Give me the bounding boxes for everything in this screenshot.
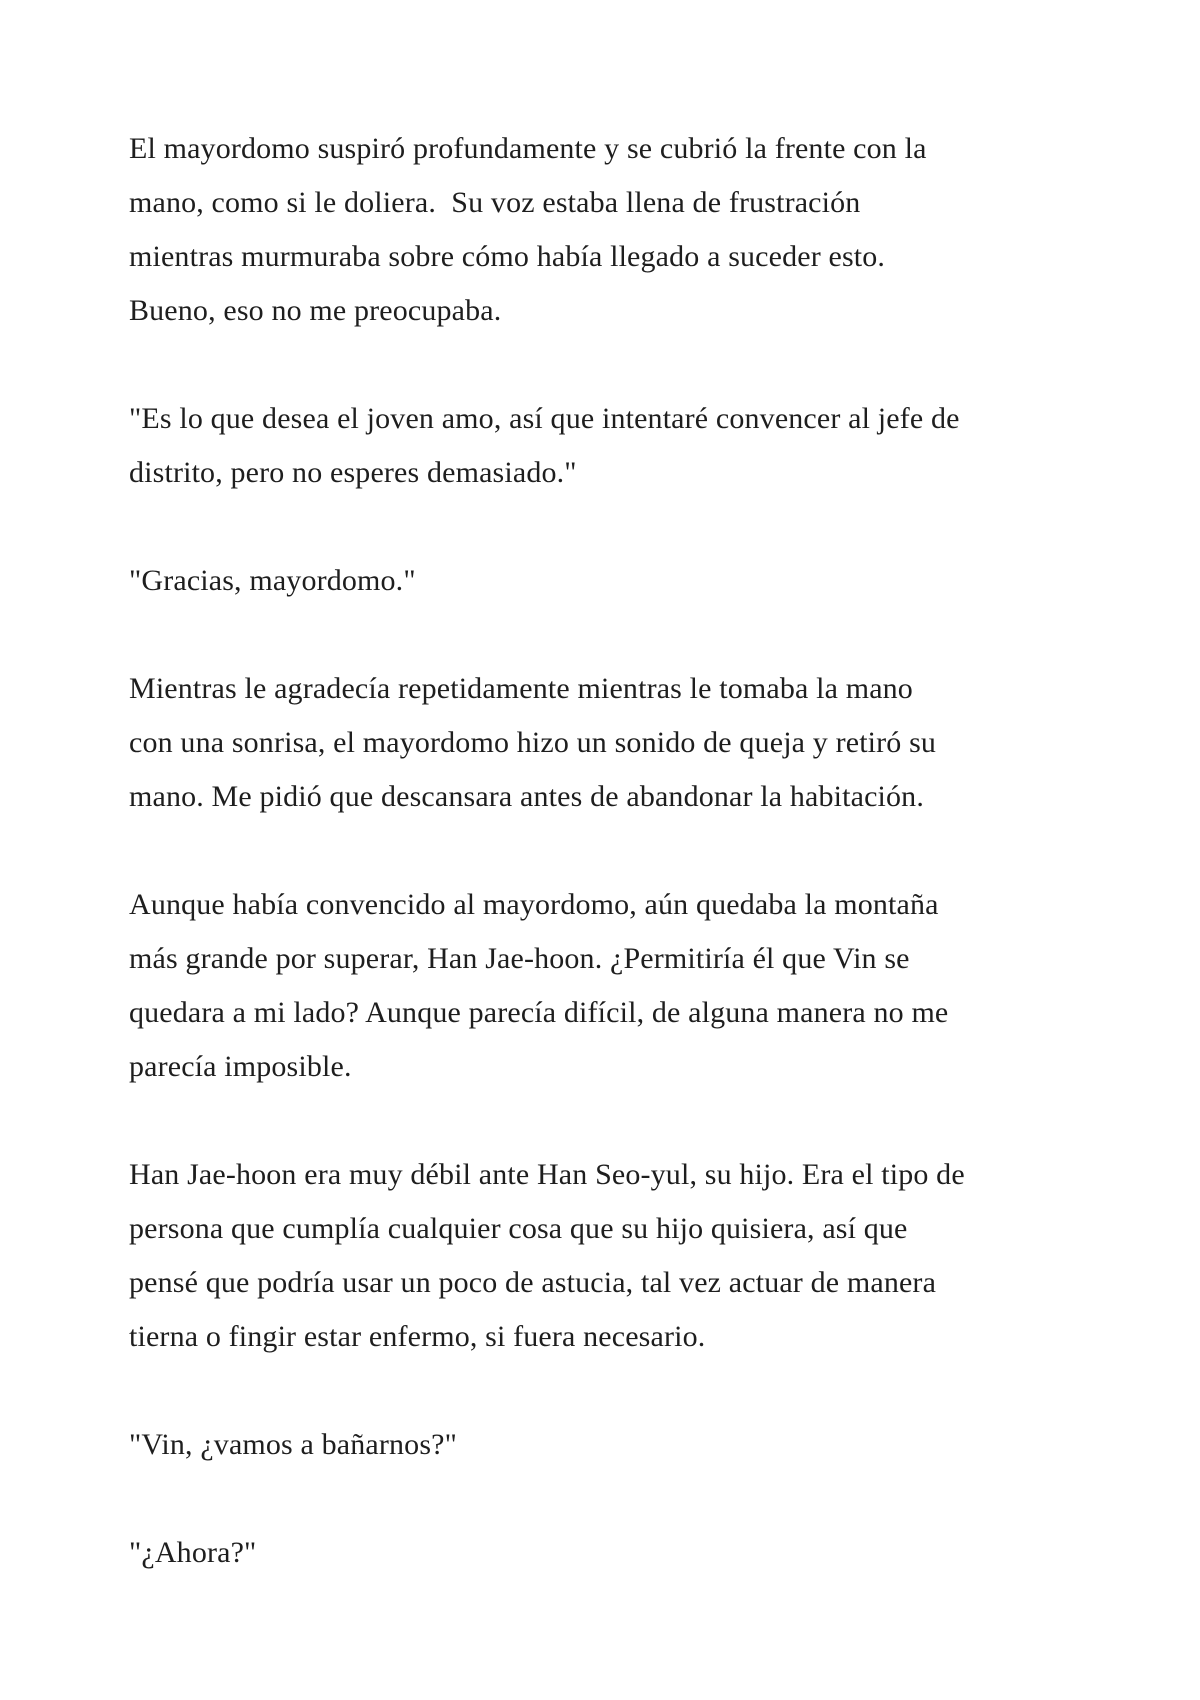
paragraph <box>129 1418 1089 1472</box>
text-line: con una sonrisa, el mayordomo hizo un sonido de queja y retiró su <box>129 726 937 759</box>
text-line: "¿Ahora?" <box>129 1536 257 1569</box>
text-line: "Gracias, mayordomo." <box>129 564 416 597</box>
paragraph <box>129 1148 1089 1364</box>
paragraph <box>129 662 1089 824</box>
text-line: mientras murmuraba sobre cómo había llegado a suceder esto. <box>129 240 886 273</box>
paragraph <box>129 392 1089 500</box>
text-line: persona que cumplía cualquier cosa que su hijo quisiera, así que <box>129 1212 908 1245</box>
text-line: mano. Me pidió que descansara antes de abandonar la habitación. <box>129 780 924 813</box>
text-line: parecía imposible. <box>129 1050 352 1083</box>
text-line: pensé que podría usar un poco de astucia, tal vez actuar de manera <box>129 1266 937 1299</box>
document-body <box>129 122 1089 1634</box>
text-line: más grande por superar, Han Jae-hoon. ¿Permitiría él que Vin se <box>129 942 910 975</box>
paragraph <box>129 554 1089 608</box>
paragraph <box>129 878 1089 1094</box>
text-line: distrito, pero no esperes demasiado." <box>129 456 577 489</box>
text-line: "Es lo que desea el joven amo, así que intentaré convencer al jefe de <box>129 402 960 435</box>
text-line: El mayordomo suspiró profundamente y se cubrió la frente con la <box>129 132 927 165</box>
text-line: "Vin, ¿vamos a bañarnos?" <box>129 1428 458 1461</box>
text-line: tierna o fingir estar enfermo, si fuera necesario. <box>129 1320 706 1353</box>
text-line: mano, como si le doliera. Su voz estaba llena de frustración <box>129 186 861 219</box>
text-line: quedara a mi lado? Aunque parecía difícil, de alguna manera no me <box>129 996 949 1029</box>
paragraph <box>129 122 1089 338</box>
text-line: Mientras le agradecía repetidamente mientras le tomaba la mano <box>129 672 913 705</box>
text-line: Bueno, eso no me preocupaba. <box>129 294 502 327</box>
text-line: Aunque había convencido al mayordomo, aún quedaba la montaña <box>129 888 939 921</box>
paragraph <box>129 1526 1089 1580</box>
text-line: Han Jae-hoon era muy débil ante Han Seo-yul, su hijo. Era el tipo de <box>129 1158 965 1191</box>
